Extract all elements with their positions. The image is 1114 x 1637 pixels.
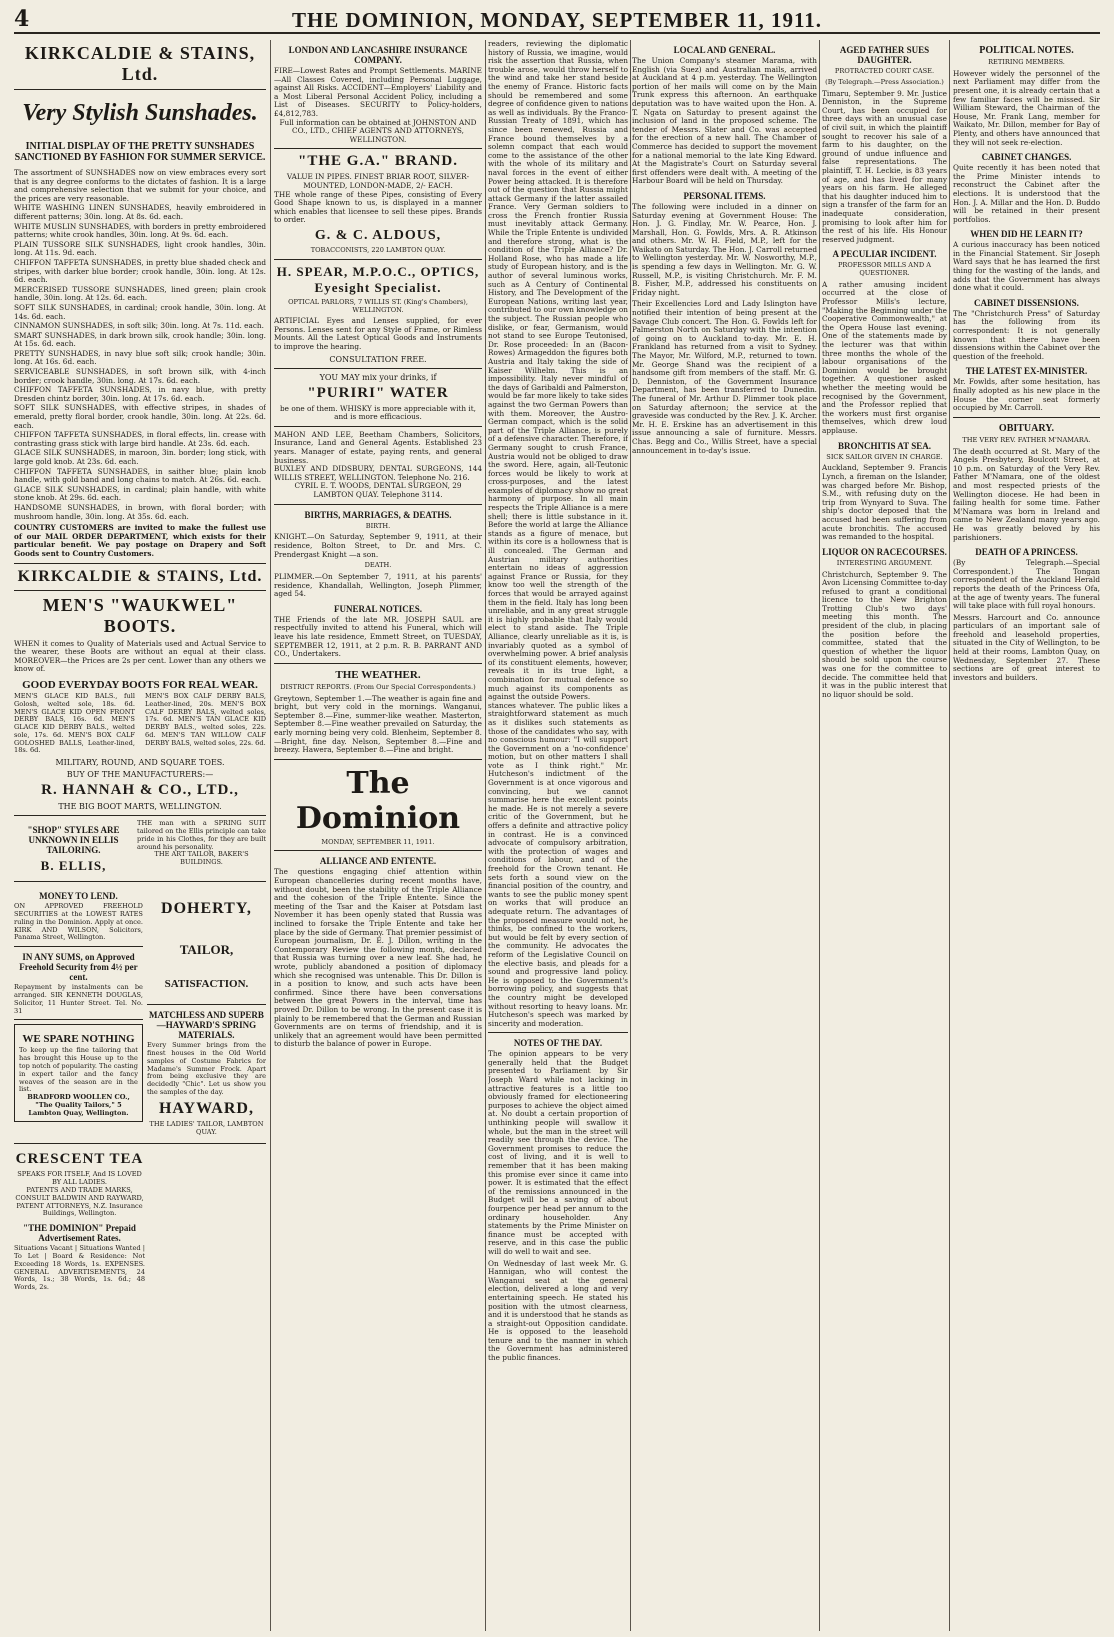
dateline: MONDAY, SEPTEMBER 11, 1911. [321,837,435,846]
sunshade-item: GLACE SILK SUNSHADES, in cardinal; plain handle, with white stone knob. At 29s. 6d. each. [14,484,266,503]
prepaid-head: "THE DOMINION" Prepaid Advertisement Rates. [23,1223,136,1244]
bradford: BRADFORD WOOLLEN CO., "The Quality Tailors," 5 Lambton Quay, Wellington. [27,1093,130,1117]
bronchitis-head: BRONCHITIS AT SEA. [838,440,931,451]
sunshade-item: WHITE MUSLIN SUNSHADES, with borders in pretty embroidered patterns; white crook handles, 30in. long. At 9s. 6d. each. [14,221,266,240]
hayward-sub: THE LADIES' TAILOR, LAMBTON QUAY. [149,1119,264,1136]
retiring-text: However widely the personnel of the next Parliament may differ from the present one, it is already certain that a few familiar faces will be missed. Sir William Steward, the Chairman of the House, Mr. Frank Lang, member for Waikato, Mr. Dillon, member for Bay of Plenty, and others have announced that they will not seek re-election. [953,68,1100,147]
doherty-name: DOHERTY, [161,900,252,918]
ad-firm-name: KIRKCALDIE & STAINS, Ltd. [24,43,256,84]
aldous-name: G. & C. ALDOUS, [314,227,442,243]
doherty-sub: TAILOR, [179,942,234,958]
money2-text: Repayment by instalments can be arranged. SIR KENNETH DOUGLAS, Solicitor, 11 Hunter Street. Tel. No. 31 [14,983,143,1015]
london-agents: Full information can be obtained at JOHNSTON AND CO., LTD., CHIEF AGENTS AND ATTORNEYS, WELLINGTON. [279,117,477,144]
death-head: DEATH. [364,561,392,570]
obituary-head: OBITUARY. [998,422,1055,434]
money2-head: IN ANY SUMS, on Approved Freehold Security from 4½ per cent. [19,952,138,983]
divider [14,590,266,591]
boots-end: MILITARY, ROUND, AND SQUARE TOES. [55,758,225,768]
ad-subhead: INITIAL DISPLAY OF THE PRETTY SUNSHADES SANCTIONED BY FASHION FOR SUMMER SERVICE. [14,141,266,163]
incident-sub: PROFESSOR MILLS AND A QUESTIONER. [838,261,931,278]
harcourt-text: Messrs. Harcourt and Co. announce particulars of an important sale of freehold and leasehold properties, situated in the City of Wellington, to be held at their rooms, Lambton Quay, on Wednesday, September 27. These sections are of great interest to investors and builders. [953,612,1100,682]
divider [14,1143,266,1144]
leader-head: ALLIANCE AND ENTENTE. [319,856,437,867]
personal-text-2: Their Excellencies Lord and Lady Islington have notified their intention of being present at the Savage Club concert. The Hon. G. Fowlds left for Palmerston North on Saturday with the intention of going on to Auckland to-day. Mr. E. H. Frankland has returned from a visit to Sydney. The Mayor, Mr. Wilford, M.P., returned to town. Mr. George Shand was the recipient of a handsome gift from members of the staff. Mr. G. D. Denniston, of the Government Insurance Department, has been transferred to Dunedin. The funeral of Mr. Arthur D. Plimmer took place on Saturday afternoon; the service at the graveside was conducted by the Rev. J. K. Archer. Mr. H. E. Erskine has an advertisement in this issue announcing a sale of furniture. Messrs. Chas. Begg and Co., Willis Street, have a special announcement in to-day's issue. [632,299,817,455]
puriri-name: "PURIRI" WATER [307,384,449,401]
birth-text: KNIGHT.—On Saturday, September 9, 1911, at their residence, Bolton Street, to Dr. and Mrs. C. Prendergast Knight —a son. [274,532,482,559]
princess-text: (By Telegraph.—Special Correspondent.) The Tongan correspondent of the Auckland Herald reports the death of the Princess Ofa, at the age of twenty years. The funeral will take place with full royal honours. [953,558,1100,611]
sunshade-item: CHIFFON TAFFETA SUNSHADES, in navy blue, with pretty Dresden chintz border, 30in. long. At 17s. 6d. each. [14,385,266,403]
hannah-name: R. HANNAH & CO., LTD., [41,782,239,799]
puriri-text: be one of them. WHISKY is more appreciable with it, and is more efficacious. [280,403,476,422]
ex-minister-head: THE LATEST EX-MINISTER. [965,366,1088,377]
obituary-text: The death occurred at St. Mary of the Angels Presbytery, Boulcott Street, at 10 p.m. on Saturday of the Very Rev. Father M'Namara, one of the oldest and most respected priests of the Wellington diocese. He had been in failing health for some time. Father M'Namara was born in Ireland and came to New Zealand many years ago. He was greatly beloved by his parishioners. [953,446,1100,542]
sunshade-item: SOFT SILK SUNSHADES, in cardinal; crook handle, 30in. long. At 14s. 6d. each. [14,302,266,321]
column-5 [632,40,817,1631]
hayward-name: HAYWARD, [158,1099,254,1117]
nameplate: The Dominion [295,765,461,836]
political-head: POLITICAL NOTES. [979,45,1074,56]
crescent-text: SPEAKS FOR ITSELF, And IS LOVED BY ALL LADIES. [17,1170,142,1187]
sunshade-item: CINNAMON SUNSHADES, in soft silk; 30in. long. At 7s. 11d. each. [14,321,264,331]
spear-text: ARTIFICIAL Eyes and Lenses supplied, for ever Persons. Lenses sent for any Style of Frame, or Rimless Mounts. All the Latest Optical Goods and Instruments to improve the hearing. [274,316,482,352]
funeral-text: THE Friends of the late MR. JOSEPH SAUL are respectfully invited to attend his Funeral, which will leave his late residence, Emmett Street, on TUESDAY, SEPTEMBER 12, 1911, at 2 p.m. R. B. PARRANT AND CO., Undertakers. [274,614,482,659]
death-text: PLIMMER.—On September 7, 1911, at his parents' residence, Khandallah, Wellington, Joseph Plimmer, aged 54. [274,571,482,599]
crescent-name: CRESCENT TEA [15,1151,144,1168]
boots-table [14,693,266,755]
newspaper-title: THE DOMINION, MONDAY, SEPTEMBER 11, 1911. [291,8,823,32]
dissensions-text: The "Christchurch Press" of Saturday has the following from its correspondent: It is not generally known that there have been dissensions within the Cabinet over the question of the freehold. [953,308,1100,361]
sunshade-item: PLAIN TUSSORE SILK SUNSHADES, light crook handles, 30in. long. At 11s. 9d. each. [14,239,266,258]
spear-name: H. SPEAR, M.P.O.C., OPTICS, Eyesight Specialist. [276,263,480,295]
personal-head: PERSONAL ITEMS. [683,190,766,201]
liquor-text: Christchurch, September 9. The Avon Licensing Committee to-day refused to grant a conditional licence to the New Brighton Trotting Club's two days' meeting this month. The president of the club, in placing the position before the committee, stated that the question of whether the liquor should be sold upon the course was one for the committee to decide. The committee held that it was in the public interest that no liquor should be sold. [822,569,947,699]
page-number: 4 [14,6,30,32]
weather-sub: DISTRICT REPORTS. (From Our Special Correspondents.) [280,682,476,691]
money-doherty-row [14,886,266,1139]
funeral-head: FUNERAL NOTICES. [333,603,423,614]
article-body: stances whatever. The public likes a straightforward statement as much as it dislikes such statements as those of the candidates who say, with no conscious humour: "I will support the Government on a 'no-confidence' motion, but on other matters I shall vote as I think right." Mr. Hutcheson's indictment of the Government is at once vigorous and convincing, but we cannot summarise here the excellent points he made. He is not merely a severe critic of the Government, but he offers a definite and attractive policy in contrast. He is a convinced advocate of compulsory arbitration, with the protection of wages and conditions of labour, and of the freehold for the Crown tenant. He sets forth a sound view on the financial position of the country, and wants to see the public money spent on works that will produce an adequate return. The advantages of the proposed measure would not, he thinks, be confined to the workers, but would be felt by every section of the community. He advocates the reform of the Legislative Council on the elective basis, and pleads for a sound and progressive land policy. He is opposed to the Government's borrowing policy, and suggests that the country might be developed without resorting to heavy loans. Mr. Hutcheson's speech was marked by sincerity and moderation. [488,700,628,1028]
liquor-head: LIQUOR ON RACECOURSES. [822,546,947,557]
aged-father-head: AGED FATHER SUES DAUGHTER. [839,45,930,65]
princess-head: DEATH OF A PRINCESS. [975,547,1078,558]
puriri-intro: YOU MAY mix your drinks, if [319,372,437,382]
boots-text: WHEN it comes to Quality of Materials used and Actual Service to the wearer, these Boots are without an equal at their class. MOREOVER—the Prices are 2s per cent. Lower than any others we know of. [14,638,266,674]
bmd-head: BIRTHS, MARRIAGES, & DEATHS. [304,509,452,520]
ad-column-kirkcaldie [14,40,266,1631]
local-head: LOCAL AND GENERAL. [673,45,776,55]
london-head: LONDON AND LANCASHIRE INSURANCE COMPANY. [288,45,468,65]
column-6 [822,40,947,1631]
notes-text-2: On Wednesday of last week Mr. G. Hannigan, who will contest the Wanganui seat at the general election, delivered a long and very entertaining speech. He stated his position with the utmost clearness, and it is understood that he stands as a straight-out Opposition candidate. He is opposed to the leasehold tenure and to the manner in which the Government has administered the public finances. [488,1258,628,1363]
matchless-text: Every Summer brings from the finest houses in the Old World samples of Costume Fabrics for Madame's Summer Frock. Apart from being exclusive they are decidedly "Chic". Let us show you the samples of the day. [146,1041,266,1097]
learn-head: WHEN DID HE LEARN IT? [970,229,1083,240]
buxley-ad: BUXLEY AND DIDSBURY, DENTAL SURGEONS, 144 WILLIS STREET, WELLINGTON. Telephone No. 216. [274,464,482,482]
sunshade-item: CHIFFON TAFFETA SUNSHADES, in pretty blue shaded check and stripes, with darker blue border; crook handle, 30in. long. At 12s. 6d. each. [14,257,266,285]
shop-text: THE man with a SPRING SUIT tailored on the Ellis principle can take pride in his Clothes, for they are built around his personality. [137,819,266,851]
sunshade-item: HANDSOME SUNSHADES, in brown, with floral border; with mushroom handle, 30in. long. At 35s. 6d. each. [14,502,266,521]
ad-firm-name-2: KIRKCALDIE & STAINS, Ltd. [17,567,263,585]
boots-head: GOOD EVERYDAY BOOTS FOR REAL WEAR. [22,678,258,691]
boots-title: MEN'S "WAUKWEL" BOOTS. [42,594,238,636]
money-head: MONEY TO LEND. [39,891,118,902]
leader-text: The questions engaging chief attention within European chancelleries during recent months have, without doubt, been the stability of the Triple Alliance and the cohesion of the Triple Entente. Since the meeting of the Tsar and the Kaiser at Potsdam last November it has been openly stated that Russia was inclined to forsake the Triple Entente and take her place by the side of Germany. That premier pessimist of European journalism, Dr. E. J. Dillon, writing in the Contemporary Review the following month, declared that Russia was turning over a new leaf. She had, he wrote, publicly abandoned a position of diplomacy which she recognised was untenable. This Dr. Dillon is in a position to know, and such acts have been confirmed. Since there have been conversations between the great Powers in the interval, time has proved Dr. Dillon to be wrong. In the present case it is plainly to be remembered that the German and Russian Governments are on terms of friendship, and it is unlikely that an agreement would have been permitted to disturb the balance of power in Europe. [274,867,482,1049]
personal-text: The following were included in a dinner on Saturday evening at Government House: The Hon. J. G. Findlay, Mr. W. Pearce, Hon. J. Marshall, Hon. G. Fowlds, Mrs. A. R. Atkinson and others. Mr. W. H. Field, M.P., left for the Waikato on Saturday. The Hon. J. Carroll returned to Wellington yesterday. Mr. W. Nosworthy, M.P., is spending a few days in Wellington. Mr. G. W. Russell, M.P., is visiting Christchurch. Mr. F. M. B. Fisher, M.P., addressed his constituents on Friday night. [632,201,817,297]
aldous-sub: TOBACCONISTS, 220 LAMBTON QUAY. [310,245,446,254]
incident-text: A rather amusing incident occurred at the close of Professor Mills's lecture, "Making the Beginning under the Cooperative Commonwealth," at the Opera House last evening. One of the statements made by the lecturer was that within three months the whole of the labour organisations of the Dominion would be brought together. A questioner asked whether the meeting would be recognised by the Government, and the Professor replied that the workers must first organise themselves, which drew loud applause. [822,279,947,435]
sunshade-list [14,204,266,521]
doherty-sat: SATISFACTION. [164,978,249,991]
liquor-sub: INTERESTING ARGUMENT. [836,558,933,567]
aged-father-sub: PROTRACTED COURT CASE. [834,67,935,75]
retiring-head: RETIRING MEMBERS. [988,58,1065,66]
bronchitis-sub: SICK SAILOR GIVEN IN CHARGE. [826,452,943,461]
sunshade-item: MERCERISED TUSSORE SUNSHADES, lined green; plain crook handle, 30in. long. At 12s. 6d. each. [14,284,266,303]
divider [14,881,266,882]
article-body: readers, reviewing the diplomatic history of Russia, we imagine, would risk the assertion that Russia, when trouble arose, would throw herself to the wind and take her stand beside the enemy of France. Historic facts should be remembered and some degree of confidence given to nations as well as individuals. By the Franco-Russian Treaty of 1891, which has since been renewed, Russia and France bound themselves by a solemn compact that each would come to the assistance of the other with the whole of its military and naval forces in the event of either Power being attacked. It is therefore out of the question that Russia might attack Germany if the latter assailed France. Very German soldiers to cross the French frontier Russia must inevitably attack Germany. While the Triple Entente is undivided and therefore strong, what is the condition of the Triple Alliance? Dr. Holland Rose, who has made a life study of European history, and is the author of several luminous works, such as A Century of Continental History, and The Development of the European Nations, writing last year, contributed to our own knowledge on the subject. The Russian people who dislike, or fear, Germanism, would not stand to see Europe Teutonised, Dr. Rose proceeded: In an (Bacon-Rowes) Armageddon the figures both Austria and Italy taking the side of Kaiser Wilhelm. This is an impossibility. Italy never mindful of the days of Garibaldi and Palmerston, would be far more likely to take sides against the two German Powers than with them. Moreover, the Austro-German compact, which is the solid part of the Triple Alliance, is purely of a defensive character. Therefore, if Germany sought to crush France, Austria would not be obliged to draw the sword. Here, again, all-Teutonic forces would be likely to work at cross-purposes, and the latest examples of diplomacy show no great harmony of purpose. In all main respects the Triple Alliance is a mere shell; there is little substance in it. Before the world at large the Alliance stands as a figure of menace, but within its core is a hollowness that is ill concealed. The German and Austrian military authorities entertain no ideas of aggression against France or Russia, for they know too well the strength of the forces that would be arrayed against them in the field. Italy has long been unreliable, and in any great struggle it is highly probable that Italy would elect to stand aside. The Triple Alliance, clearly unreliable as it is, is invariably quoted as a symbol of overwhelming power. A brief analysis of its constituent elements, however, reveals it in its true light, a combination for mutual defence so much against its components as against the outside Powers. [488,40,628,702]
incident-head: A PECULIAR INCIDENT. [832,249,937,260]
ga-more: THE whole range of these Pipes, consisting of Every Good Shape known to us, is displayed in a manner which enables that licensee to sell these pipes. Brands to order. [274,189,482,225]
mahon-ad: MAHON AND LEE, Beetham Chambers, Solicitors, Insurance, Land and General Agents. Established 23 years. Manager of estate, paying rents, and general business. [274,429,482,465]
column-2 [274,40,482,1631]
boots-maker: BUY OF THE MANUFACTURERS:— [66,770,214,780]
money-text: ON APPROVED FREEHOLD SECURITIES at the LOWEST RATES ruling in the Dominion. Apply at once. KIRK AND WILSON, Solicitors, Panama Street, Wellington. [14,902,143,942]
ga-text: VALUE IN PIPES. FINEST BRIAR ROOT, SILVER-MOUNTED, LONDON-MADE, 2/- EACH. [286,172,470,190]
patents-ad: PATENTS AND TRADE MARKS, CONSULT BALDWIN AND RAYWARD, PATENT ATTORNEYS, N.Z. Insurance Buildings, Wellington. [15,1186,144,1218]
cabinet-text: Quite recently it has been noted that the Prime Minister intends to reconstruct the Cabinet after the elections. It is understood that the Hon. J. A. Millar and the Hon. D. Buddo will be retained in their present portfolios. [953,163,1100,224]
notes-head: NOTES OF THE DAY. [513,1038,603,1049]
hannah-sub: THE BIG BOOT MARTS, WELLINGTON. [58,802,222,812]
column-rule [485,40,486,1631]
learn-text: A curious inaccuracy has been noticed in the Financial Statement. Sir Joseph Ward says that he has learned the first thing for the wasting of the lands, and adds that the Government has always done what it could. [953,240,1100,293]
country-note: COUNTRY CUSTOMERS are invited to make the fullest use of our MAIL ORDER DEPARTMENT, which exists for their particular benefit. We pay postage on Drapery and Soft Goods sent to Country Customers. [14,523,266,558]
obituary-sub: THE VERY REV. FATHER M'NAMARA. [962,435,1091,444]
ad-intro: The assortment of SUNSHADES now on view embraces every sort that is any degree conforms to the dictates of fashion. It is a large and comprehensive selection that we submit for your choice, and the prices are very reasonable. [14,168,266,203]
sunshade-item: CHIFFON TAFFETA SUNSHADES, in floral effects, lin. crease with contrasting grass stick with large bird handle. At 23s. 6d. each. [14,430,266,448]
sunshade-item: GLACE SILK SUNSHADES, in maroon, 3in. border; long stick, with large gold knob. At 23s. 6d. each. [14,448,266,466]
sunshade-item: SERVICEABLE SUNSHADES, in soft brown silk, with 4-inch border; crook handle, 30in. long. At 17s. 6d. each. [14,367,266,385]
spear-sub: OPTICAL PARLORS, 7 WILLIS ST. (King's Chambers), WELLINGTON. [288,297,468,314]
london-text: FIRE—Lowest Rates and Prompt Settlements. MARINE—All Classes Covered, including Personal Luggage, against All Risks. ACCIDENT—Employers' Liability and a Most Liberal Personal Accident Policy, including a List of Diseases. SECURITY to Policy-holders, £4,812,783. [274,66,482,118]
boots-left: MEN'S GLACE KID BALS., full Golosh, welted sole, 18s. 6d. MEN'S GLACE KID OPEN FRONT DERBY BALS, 16s. 6d. MEN'S GLACE KID DERBY BALS., welted sole, 17s. 6d. MEN'S BOX CALF GOLOSHED BALLS, Leather-lined, 18s. 6d. [14,691,135,755]
divider [14,563,266,564]
ad-headline: Very Stylish Sunshades. [22,100,258,126]
sunshade-item: CHIFFON TAFFETA SUNSHADES, in saither blue; plain knob handle, with gold band and long chains to match. At 26s. 6d. each. [14,466,266,485]
ellis-ad [14,820,266,877]
ellis-sub: THE ART TAILOR, BAKER'S BUILDINGS. [154,850,249,867]
woods-ad: CYRIL E. T. WOODS, DENTAL SURGEON, 29 LAMBTON QUAY. Telephone 3114. [294,481,462,500]
spare-head: WE SPARE NOTHING [22,1033,135,1046]
spare-text: To keep up the fine tailoring that has brought this House up to the top notch of popularity. The casting in expert tailor and the fancy weaves of the season are in the list. [19,1046,138,1094]
sunshade-item: SOFT SILK SUNSHADES, with effective stripes, in shades of emerald, pretty floral border, crook handle, 30in. long. At 22s. 6d. each. [14,403,266,430]
notes-text: The opinion appears to be very generally held that the Budget presented to Parliament by Sir Joseph Ward while not lacking in attractive features is a little too obviously framed for electioneering purposes to achieve the object aimed at. No doubt a certain proportion of unthinking people will swallow it whole, but the man in the street will readily see through the device. The Government promises to reduce the cost of living, and it is well to remember that it has been making this promise ever since it came into power. It is estimated that the effect of the remissions announced in the Budget will be a saving of about fourpence per head per annum to the ordinary householder. Any statements by the Prime Minister on finance must be accepted with reserve, and in this case the public will do well to wait and see. [488,1049,628,1256]
sunshade-item: PRETTY SUNSHADES, in navy blue soft silk; crook handle; 30in. long. At 16s. 6d. each. [14,348,266,367]
sunshade-item: SMART SUNSHADES, in dark brown silk, crook handle; 30in. long. At 15s. 6d. each. [14,330,266,349]
spare-ad [14,1024,143,1121]
column-4 [488,40,628,1631]
divider [14,815,266,816]
bronchitis-text: Auckland, September 9. Francis Lynch, a fireman on the Islander, was charged before Mr. Bishop, S.M., with refusing duty on the trip from Wynyard to Suva. The ship's doctor deposed that the accused had been suffering from acute bronchitis. The accused was remanded to the hospital. [822,463,947,542]
sunshade-item: WHITE WASHING LINEN SUNSHADES, heavily embroidered in different patterns; 30in. long. At 8s. 6d. each. [14,203,266,221]
dissensions-head: CABINET DISSENSIONS. [974,297,1079,308]
column-rule [270,40,271,1631]
ga-head: "THE G.A." BRAND. [298,153,458,170]
ex-minister-text: Mr. Fowlds, after some hesitation, has finally adopted as his new place in the House the corner seat formerly occupied by Mr. Carroll. [953,377,1100,413]
masthead [14,6,1100,34]
weather-head: THE WEATHER. [335,668,421,681]
court-text: Timaru, September 9. Mr. Justice Denniston, in the Supreme Court, has been occupied for three days with an unusual case of civil suit, in which the plaintiff sought to recover his sale of a farm to his daughter, on the ground of undue influence and false representations. The plaintiff, T. H. Leckie, is 83 years of age, and has lived for many years on his farm. He alleged that his daughter induced him to sign a transfer of the farm for an inadequate consideration, promising to look after him for the rest of his life. His Honour reserved judgment. [822,88,947,244]
weather-text: Greytown, September 1.—The weather is again fine and bright, but very cold in the mornings. Wanganui, September 8.—Fine, summer-like weather. Masterton, September 8.—Fine weather prevailed on Saturday, the early morning being very cold. Blenheim, September 8.—Bright, fine day. Nelson, September 8.—Fine and breezy. Hawera, September 8.—Fine and bright. [274,693,482,755]
divider [14,89,266,90]
prepaid-text: Situations Vacant | Situations Wanted | To Let | Board & Residence: Not Exceeding 18 Words, 1s. EXPENSES. GENERAL ADVERTISEMENTS, 24 Words, 1s.; 38 Words, 1s. 6d.; 48 Words, 2s. [14,1244,146,1292]
byline: (By Telegraph.—Press Association.) [825,77,944,86]
column-rule [819,40,820,1631]
boots-right: MEN'S BOX CALF DERBY BALS, Leather-lined, 20s. MEN'S BOX CALF DERBY BALS, welted soles, 17s. 6d. MEN'S TAN GLACE KID DERBY BALS., welted soles, 22s. 6d. MEN'S TAN WILLOW CALF DERBY BALS, welted soles, 22s. 6d. [145,691,266,747]
local-text: The Union Company's steamer Marama, with English (via Suez) and Australian mails, arrived at Auckland at 4 p.m. yesterday. The Wellington portion of her mails will come on by the Main Trunk express this afternoon. An earthquake deputation was to have waited upon the Hon. A. T. Ngata on Saturday to present against the inclusion of land in the proposed scheme. The tender of Messrs. Slater and Co. was accepted for the erection of a new hall. The Chamber of Commerce has decided to support the movement for a national memorial to the late King Edward. At the Magistrate's Court on Saturday several first offenders were dealt with. A meeting of the Harbour Board will be held on Thursday. [632,56,817,186]
matchless-head: MATCHLESS AND SUPERB—HAYWARD'S SPRING MATERIALS. [149,1010,264,1041]
shop-head: "SHOP" STYLES ARE UNKNOWN IN ELLIS TAILORING. [27,825,120,856]
column-rule [630,40,631,1631]
ellis-name: B. ELLIS, [40,858,107,874]
column-7 [953,40,1100,1631]
birth-head: BIRTH. [365,521,391,530]
column-rule [949,40,950,1631]
consult: CONSULTATION FREE. [329,354,427,364]
cabinet-head: CABINET CHANGES. [981,152,1072,163]
